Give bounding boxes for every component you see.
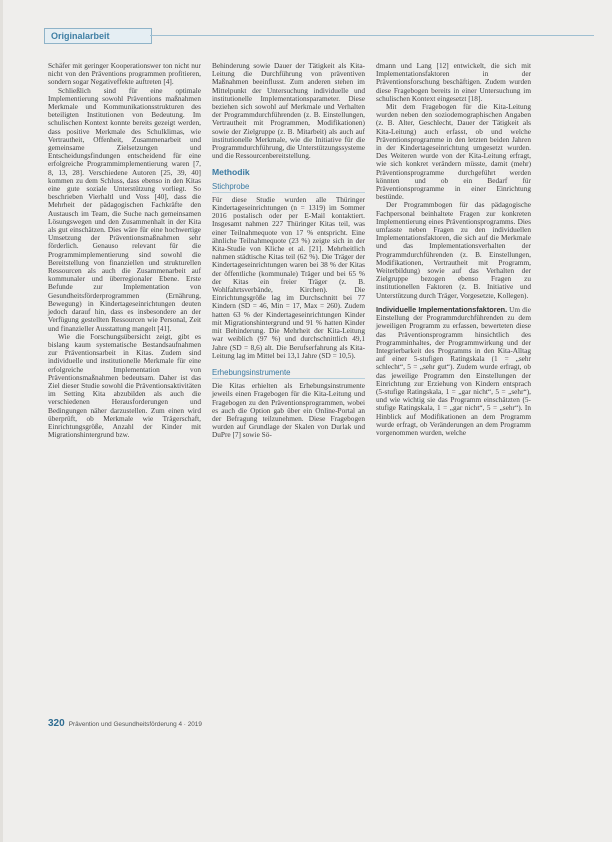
column-middle bbox=[212, 62, 365, 440]
header-rule bbox=[150, 35, 594, 36]
run-in-heading: Individuelle Implementationsfaktoren. bbox=[376, 304, 508, 314]
paragraph: Für diese Studie wurden alle Thüringer Kindertageseinrichtungen (n = 1319) im Sommer 2016 postalisch oder per E-Mail kontaktiert. Insgesamt nahmen 227 Thüringer Kitas teil, was einer Teilnahmequote von 17 % entspricht. Eine ähnliche Teilnahmequote (23 %) zeigte sich in der Kita-Studie von Kliche et al. [21]. Mehrheitlich nahmen städtische Kitas teil (62 %). Die Träger der Kindertageseinrichtungen waren bei 38 % der Kitas der öffentliche (kommunale) Träger und bei 65 % der Kitas ein freier Träger (z. B. Wohlfahrtsverbände, Kirchen). Die Einrichtungsgröße lag im Durchschnitt bei 77 Kindern (SD = 46, Min = 17, Max = 260). Zudem hatten 63 % der Kindertageseinrichtungen Kinder mit Migrationshintergrund und 91 % hatten Kinder mit Behinderung. Die Mehrheit der Kita-Leitung war weiblich (97 %) und durchschnittlich 49,1 Jahre (SD = 8,6) alt. Die Berufserfahrung als Kita-Leitung lag im Mittel bei 13,1 Jahre (SD = 10,5). bbox=[212, 194, 365, 360]
paragraph: Mit dem Fragebogen für die Kita-Leitung wurden neben den soziodemographischen Angaben (z. B. Alter, Geschlecht, Dauer der Tätigkeit als Kita-Leitung) auch erfasst, ob und welche Präventionsprogramme in den letzten beiden Jahren in der Kindertageseinrichtung umgesetzt wurden. Des Weiteren wurde von der Kita-Leitung erfragt, wie sich konkret verändern müsste, damit (mehr) Präventionsprogramme durchgeführt werden könnten und ob ein Bedarf für Präventionsprogramme in einer Einrichtung bestünde. bbox=[376, 102, 531, 202]
journal-reference: Prävention und Gesundheitsförderung 4 · 2019 bbox=[68, 721, 202, 728]
section-heading-methodik: Methodik bbox=[212, 167, 250, 178]
subsection-heading-stichprobe: Stichprobe bbox=[212, 183, 365, 193]
paragraph: Die Kitas erhielten als Erhebungsinstrumente jeweils einen Fragebogen für die Kita-Leitung und Fragebogen zu den Präventionsprogrammen, wobei es auch die Option gab über ein Online-Portal an der Befragung teilzunehmen. Diese Fragebogen wurden auf Grundlage der Skalen von Durlak und DuPre [7] sowie Sö- bbox=[212, 381, 365, 440]
paragraph-text: Um die Einstellung der Programmdurchführenden zu dem jeweiligen Programm zu erfassen, bewerteten diese das Präventionsprogramm hinsichtlich des Programminhaltes, der Programmwirkung und der Integrierbarkeit des Programms in den Kita-Alltag auf einer 5-stufigen Ratingskala (1 = „sehr schlecht“, 5 = „sehr gut“). Zudem wurde erfragt, ob das jeweilige Programm den Einstellungen der Einrichtung zur Erziehung von Kindern entsprach (5-stufige Ratingskala, 1 = „gar nicht“, 5 = „sehr“), und wie wichtig sie das Programm einschätzten (5-stufige Ratingskala, 1 = „gar nicht“, 5 = „sehr“). In Hinblick auf Modifikationen an dem Programm wurde erfragt, ob Veränderungen an dem Programm vorgenommen wurden, welche bbox=[376, 304, 531, 437]
paragraph-individual-factors bbox=[376, 306, 531, 437]
section-label: Originalarbeit bbox=[44, 28, 152, 44]
column-left bbox=[48, 62, 201, 439]
paragraph: Behinderung sowie Dauer der Tätigkeit als Kita-Leitung die Durchführung von präventiven Maßnahmen beeinflusst. Zum anderen stehen im Mittelpunkt der Untersuchung individuelle und institutionelle Implementationsparameter. Diese beziehen sich sowohl auf Merkmale und Verhalten der Programmdurchführenden (z. B. Einstellungen, Vertrautheit mit Programmen, Modifikationen) sowie der Zielgruppe (z. B. Mitarbeit) als auch auf institutionelle Merkmale, wie die Initiative für die Programmdurchführung, die Unterstützungssysteme und die Ressourcenbereitstellung. bbox=[212, 61, 365, 161]
paragraph: Schließlich sind für eine optimale Implementierung sowohl Präventions maßnahmen Merkmale und Kommunikationsstrukturen des beteiligten Institutionen von Bedeutung. Im schulischen Kontext konnte bereits gezeigt werden, dass positive Merkmale des Schulklimas, wie Vertrautheit, Offenheit, Zusammenarbeit und gemeinsame Zielsetzungen und Entscheidungsfindungen entscheidend für eine erfolgreiche Programmimplementierung waren [7, 8, 13, 28]. Verschiedene Autoren [25, 39, 40] kommen zu dem Schluss, dass ebenso in den Kitas eine gute soziale Unterstützung vorliegt. So beschrieben Vierhaltl und Voss [40], dass die Mehrheit der pädagogischen Fachkräfte den Austausch im Team, die Suche nach gemeinsamen Lösungswegen und den Zusammenhalt in der Kita als gut einschätzen. Dies wäre für eine hochwertige Umsetzung der Präventionsmaßnahmen sehr förderlich. Genauso relevant für die Programmimplementierung sind sowohl die Bereitstellung von finanziellen und strukturellen Ressourcen als auch die Zusammenarbeit auf kommunaler und überregionaler Ebene. Erste Befunde zur Implementation von Gesundheitsförderprogrammen (Ernährung, Bewegung) in Kindertageseinrichtungen deuten jedoch darauf hin, dass es insbesondere an der Verfügung gestellten Ressourcen wie Personal, Zeit und finanzieller Ausstattung mangelt [41]. bbox=[48, 85, 201, 333]
page-number: 320 bbox=[48, 718, 65, 729]
paragraph: Wie die Forschungsübersicht zeigt, gibt es bislang kaum systematische Bestandsaufnahmen zur Präventionsarbeit in Kitas. Zudem sind individuelle und institutionelle Merkmale für eine erfolgreiche Implementation von Präventionsmaßnahmen bedeutsam. Daher ist das Ziel dieser Studie sowohl die Präventionsaktivitäten im Setting Kita abzubilden als auch die verschiedenen Herausforderungen und Bedingungen näher darzustellen. Zum einen wird überprüft, ob Merkmale wie Trägerschaft, Einrichtungsgröße, Anzahl der Kinder mit Migrationshintergrund bzw. bbox=[48, 331, 201, 440]
subsection-heading-erhebungsinstrumente: Erhebungsinstrumente bbox=[212, 369, 365, 379]
paragraph: dmann und Lang [12] entwickelt, die sich mit Implementationsfaktoren in der Präventionsforschung beschäftigen. Zudem wurden diese Fragebogen bereits in einer Untersuchung im schulischen Kontext eingesetzt [18]. bbox=[376, 61, 531, 103]
paragraph: Der Programmbogen für das pädagogische Fachpersonal beinhaltete Fragen zur konkreten Implementierung eines Präventionsprogramms. Dies umfasste neben Fragen zu den individuellen Implementationsfaktoren, die sich auf die Merkmale und das Implementationsverhalten der Programmdurchführenden (z. B. Einstellungen, Modifikationen, Vertrautheit mit Programm, Weiterbildung) sowie auf das Verhalten der Zielgruppe bezogen ebenso Fragen zu institutionellen Faktoren (z. B. Initiative und Unterstützung durch Träger, Vorgesetzte, Kollegen). bbox=[376, 200, 531, 300]
page-footer bbox=[48, 718, 202, 729]
paragraph: Schäfer mit geringer Kooperationswer ton nicht nur nicht von den Präventions programmen profitieren, sondern sogar Negativeffekte auftreten [4]. bbox=[48, 61, 201, 87]
column-right bbox=[376, 62, 531, 437]
page-spine-shadow bbox=[0, 0, 3, 842]
